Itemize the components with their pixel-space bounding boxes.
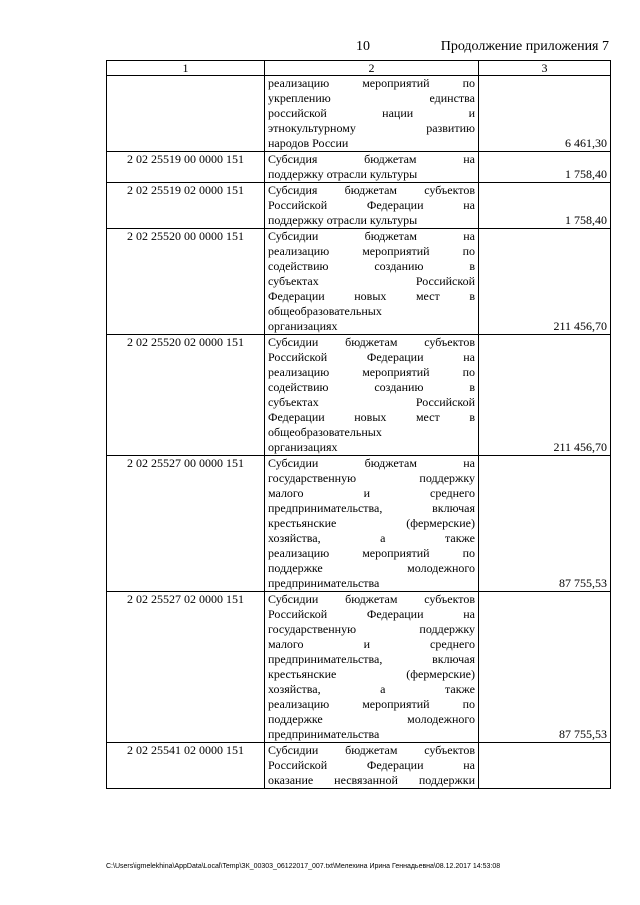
amount-cell: 1 758,40	[479, 183, 611, 229]
budget-code-cell: 2 02 25520 00 0000 151	[107, 229, 265, 335]
description-line-last: поддержку отрасли культуры	[268, 167, 418, 181]
description-line-last: предпринимательства	[268, 576, 380, 590]
description-line: реализацию мероприятий по	[268, 546, 475, 560]
description-line: реализацию мероприятий по	[268, 76, 475, 90]
budget-code-cell: 2 02 25541 02 0000 151	[107, 743, 265, 789]
description-cell	[265, 152, 479, 183]
file-path-footer: C:\Users\igmelekhina\AppData\Local\Temp\ЗК_00303_06122017_007.txt\Мелехина Ирина Геннадьевна\08.12.2017 14:53:08	[106, 863, 501, 870]
description-line: хозяйства, а также	[268, 531, 475, 545]
description-line: укреплению единства	[268, 91, 475, 105]
table-row	[107, 229, 611, 335]
budget-code-cell: 2 02 25519 00 0000 151	[107, 152, 265, 183]
table-row	[107, 335, 611, 456]
description-line: российской нации и	[268, 106, 475, 120]
description-line: Субсидии бюджетам субъектов	[268, 592, 475, 606]
description-line: малого и среднего	[268, 486, 475, 500]
description-line: общеобразовательных	[268, 425, 382, 439]
description-cell	[265, 76, 479, 152]
continuation-label: Продолжение приложения 7	[440, 39, 609, 54]
description-line: Субсидия бюджетам субъектов	[268, 183, 475, 197]
description-cell	[265, 743, 479, 789]
amount-cell: 87 755,53	[479, 456, 611, 592]
description-cell	[265, 456, 479, 592]
description-line: Российской Федерации на	[268, 758, 475, 772]
description-line: поддержке молодежного	[268, 712, 475, 726]
description-line: Российской Федерации на	[268, 350, 475, 364]
budget-code-cell: 2 02 25519 02 0000 151	[107, 183, 265, 229]
description-line: государственную поддержку	[268, 622, 475, 636]
description-cell	[265, 335, 479, 456]
description-line: содействию созданию в	[268, 259, 475, 273]
description-cell	[265, 183, 479, 229]
column-header-1: 1	[107, 61, 265, 76]
table-row	[107, 76, 611, 152]
description-line: государственную поддержку	[268, 471, 475, 485]
description-line-last: предпринимательства	[268, 727, 380, 741]
table-row	[107, 592, 611, 743]
amount-cell: 1 758,40	[479, 152, 611, 183]
table-header-row	[107, 61, 611, 76]
description-line: оказание несвязанной поддержки	[268, 773, 475, 787]
budget-code-cell: 2 02 25520 02 0000 151	[107, 335, 265, 456]
description-line-last: организациях	[268, 319, 338, 333]
description-line: предпринимательства, включая	[268, 652, 475, 666]
description-line: крестьянские (фермерские)	[268, 516, 475, 530]
amount-cell: 6 461,30	[479, 76, 611, 152]
description-line-last: поддержку отрасли культуры	[268, 213, 418, 227]
description-line: Федерации новых мест в	[268, 289, 475, 303]
description-line: Российской Федерации на	[268, 198, 475, 212]
description-line: Субсидии бюджетам на	[268, 456, 475, 470]
description-line: Субсидии бюджетам субъектов	[268, 335, 475, 349]
table-row	[107, 183, 611, 229]
description-line: реализацию мероприятий по	[268, 365, 475, 379]
description-line-last: народов России	[268, 136, 349, 150]
description-line: Федерации новых мест в	[268, 410, 475, 424]
description-line: Российской Федерации на	[268, 607, 475, 621]
budget-table	[106, 60, 611, 789]
description-line: крестьянские (фермерские)	[268, 667, 475, 681]
page-number: 10	[356, 39, 370, 54]
description-line: реализацию мероприятий по	[268, 697, 475, 711]
table-row	[107, 456, 611, 592]
description-line: предпринимательства, включая	[268, 501, 475, 515]
description-cell	[265, 229, 479, 335]
budget-code-cell: 2 02 25527 02 0000 151	[107, 592, 265, 743]
description-line: субъектах Российской	[268, 395, 475, 409]
description-line-last: организациях	[268, 440, 338, 454]
description-cell	[265, 592, 479, 743]
column-header-3: 3	[479, 61, 611, 76]
table-row	[107, 743, 611, 789]
table-row	[107, 152, 611, 183]
description-line: реализацию мероприятий по	[268, 244, 475, 258]
amount-cell: 211 456,70	[479, 229, 611, 335]
budget-code-cell	[107, 76, 265, 152]
description-line: Субсидии бюджетам на	[268, 229, 475, 243]
column-header-2: 2	[265, 61, 479, 76]
description-line: хозяйства, а также	[268, 682, 475, 696]
amount-cell	[479, 743, 611, 789]
description-line: этнокультурному развитию	[268, 121, 475, 135]
description-line: малого и среднего	[268, 637, 475, 651]
description-line: общеобразовательных	[268, 304, 382, 318]
description-line: Субсидия бюджетам на	[268, 152, 475, 166]
description-line: поддержке молодежного	[268, 561, 475, 575]
description-line: содействию созданию в	[268, 380, 475, 394]
amount-cell: 87 755,53	[479, 592, 611, 743]
budget-code-cell: 2 02 25527 00 0000 151	[107, 456, 265, 592]
description-line: Субсидии бюджетам субъектов	[268, 743, 475, 757]
description-line: субъектах Российской	[268, 274, 475, 288]
amount-cell: 211 456,70	[479, 335, 611, 456]
